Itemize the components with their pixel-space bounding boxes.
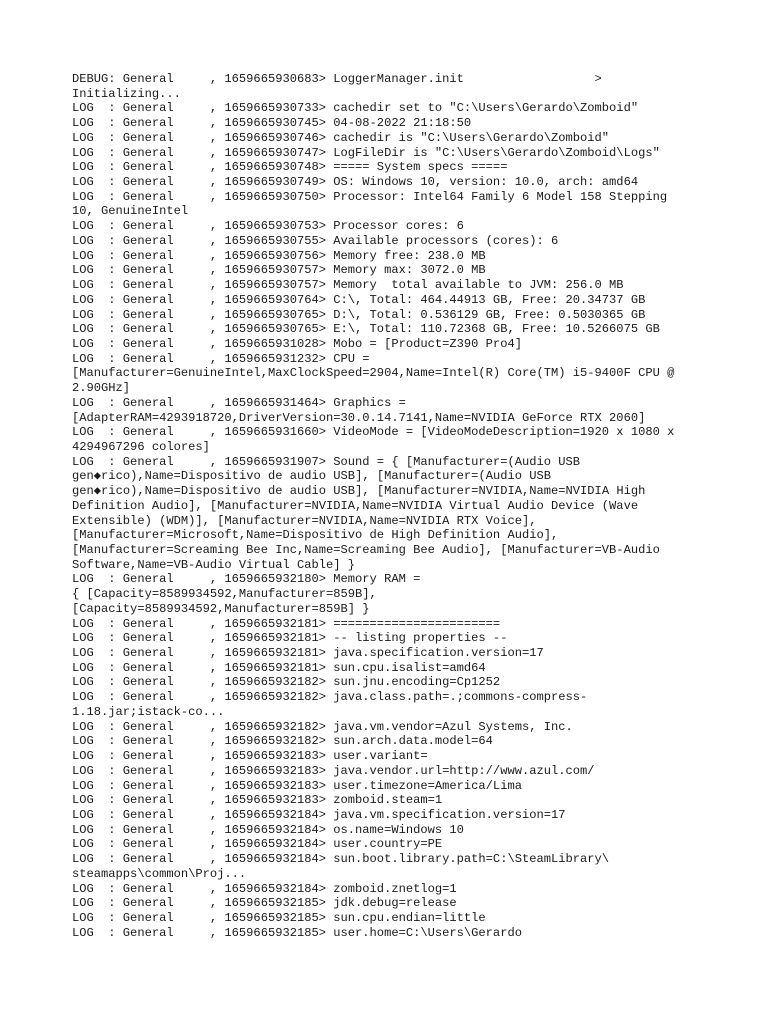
log-line: Definition Audio], [Manufacturer=NVIDIA,Name=NVIDIA Virtual Audio Device (Wave: [72, 498, 639, 513]
log-line: LOG : General , 1659665932184> java.vm.specification.version=17: [72, 807, 566, 822]
log-line: LOG : General , 1659665932183> user.variant=: [72, 749, 428, 764]
log-line: 2.90GHz]: [72, 381, 131, 396]
log-line: LOG : General , 1659665932181> java.specification.version=17: [72, 646, 544, 661]
log-line: [AdapterRAM=4293918720,DriverVersion=30.0.14.7141,Name=NVIDIA GeForce RTX 2060]: [72, 410, 646, 425]
log-line: LOG : General , 1659665930757> Memory total available to JVM: 256.0 MB: [72, 278, 624, 293]
log-line: LOG : General , 1659665931660> VideoMode = [VideoModeDescription=1920 x 1080 x: [72, 425, 675, 440]
log-line: LOG : General , 1659665932184> zomboid.znetlog=1: [72, 881, 457, 896]
log-line: LOG : General , 1659665932182> java.class.path=.;commons-compress-: [72, 690, 588, 705]
log-line: Software,Name=VB-Audio Virtual Cable] }: [72, 557, 356, 572]
log-line: [Manufacturer=Screaming Bee Inc,Name=Screaming Bee Audio], [Manufacturer=VB-Audio: [72, 543, 660, 557]
log-line: LOG : General , 1659665932185> sun.cpu.endian=little: [72, 910, 486, 925]
log-line: 1.18.jar;istack-co...: [72, 704, 225, 719]
log-line: LOG : General , 1659665930755> Available processors (cores): 6: [72, 233, 559, 248]
log-line: LOG : General , 1659665932181> -- listing properties --: [72, 631, 508, 646]
log-line: LOG : General , 1659665930745> 04-08-2022 21:18:50: [72, 116, 472, 131]
log-line: LOG : General , 1659665930765> D:\, Total: 0.536129 GB, Free: 0.5030365 GB: [72, 307, 646, 322]
log-line: LOG : General , 1659665932184> os.name=Windows 10: [72, 822, 464, 837]
log-line: DEBUG: General , 1659665930683> LoggerManager.init >: [72, 72, 602, 86]
log-line: LOG : General , 1659665931028> Mobo = [Product=Z390 Pro4]: [72, 336, 522, 351]
log-line: LOG : General , 1659665932184> sun.boot.library.path=C:\SteamLibrary\: [72, 852, 610, 867]
log-line: LOG : General , 1659665932182> java.vm.vendor=Azul Systems, Inc.: [72, 719, 573, 734]
log-line: LOG : General , 1659665932182> sun.jnu.encoding=Cp1252: [72, 675, 501, 690]
log-line: LOG : General , 1659665932181> =======================: [72, 616, 501, 631]
log-line: Extensible) (WDM)], [Manufacturer=NVIDIA,Name=NVIDIA RTX Voice],: [72, 513, 537, 528]
log-line: LOG : General , 1659665932185> jdk.debug=release: [72, 896, 457, 911]
log-line: LOG : General , 1659665930748> ===== System specs =====: [72, 160, 508, 175]
log-line: LOG : General , 1659665932185> user.home=C:\Users\Gerardo: [72, 925, 522, 940]
log-line: LOG : General , 1659665930753> Processor cores: 6: [72, 219, 464, 234]
log-line: gen◆rico),Name=Dispositivo de audio USB], [Manufacturer=(Audio USB: [72, 469, 552, 484]
log-line: LOG : General , 1659665930749> OS: Windows 10, version: 10.0, arch: amd64: [72, 175, 639, 190]
log-line: LOG : General , 1659665932183> java.vendor.url=http://www.azul.com/: [72, 763, 595, 778]
log-line: LOG : General , 1659665930757> Memory max: 3072.0 MB: [72, 263, 486, 278]
log-line: Initializing...: [72, 86, 181, 101]
log-line: LOG : General , 1659665931464> Graphics =: [72, 395, 406, 410]
log-line: steamapps\common\Proj...: [72, 866, 247, 881]
log-line: [Capacity=8589934592,Manufacturer=859B] }: [72, 601, 370, 616]
log-line: LOG : General , 1659665932183> zomboid.steam=1: [72, 793, 443, 808]
log-line: LOG : General , 1659665930747> LogFileDir is "C:\Users\Gerardo\Zomboid\Logs": [72, 145, 660, 160]
log-line: gen◆rico),Name=Dispositivo de audio USB], [Manufacturer=NVIDIA,Name=NVIDIA High: [72, 484, 646, 499]
log-line: { [Capacity=8589934592,Manufacturer=859B],: [72, 587, 377, 602]
log-line: LOG : General , 1659665930756> Memory free: 238.0 MB: [72, 248, 486, 263]
log-line: LOG : General , 1659665931232> CPU =: [72, 351, 370, 366]
log-line: LOG : General , 1659665930746> cachedir is "C:\Users\Gerardo\Zomboid": [72, 130, 610, 145]
log-line: LOG : General , 1659665932181> sun.cpu.isalist=amd64: [72, 660, 486, 675]
log-line: 4294967296 colores]: [72, 439, 210, 454]
log-line: [Manufacturer=GenuineIntel,MaxClockSpeed=2904,Name=Intel(R) Core(TM) i5-9400F CPU @: [72, 366, 675, 381]
log-line: [Manufacturer=Microsoft,Name=Dispositivo de High Definition Audio],: [72, 528, 559, 543]
log-line: LOG : General , 1659665932184> user.country=PE: [72, 837, 443, 852]
log-line: LOG : General , 1659665932182> sun.arch.data.model=64: [72, 734, 493, 749]
log-line: LOG : General , 1659665930765> E:\, Total: 110.72368 GB, Free: 10.5266075 GB: [72, 322, 660, 337]
log-line: LOG : General , 1659665931907> Sound = { [Manufacturer=(Audio USB: [72, 454, 581, 469]
log-text-body: [72, 72, 702, 940]
log-line: LOG : General , 1659665930750> Processor: Intel64 Family 6 Model 158 Stepping: [72, 189, 668, 204]
log-line: LOG : General , 1659665932180> Memory RAM =: [72, 572, 421, 587]
log-line: LOG : General , 1659665932183> user.timezone=America/Lima: [72, 778, 522, 793]
log-line: 10, GenuineIntel: [72, 204, 189, 219]
log-line: LOG : General , 1659665930764> C:\, Total: 464.44913 GB, Free: 20.34737 GB: [72, 292, 646, 307]
log-line: LOG : General , 1659665930733> cachedir set to "C:\Users\Gerardo\Zomboid": [72, 101, 639, 116]
